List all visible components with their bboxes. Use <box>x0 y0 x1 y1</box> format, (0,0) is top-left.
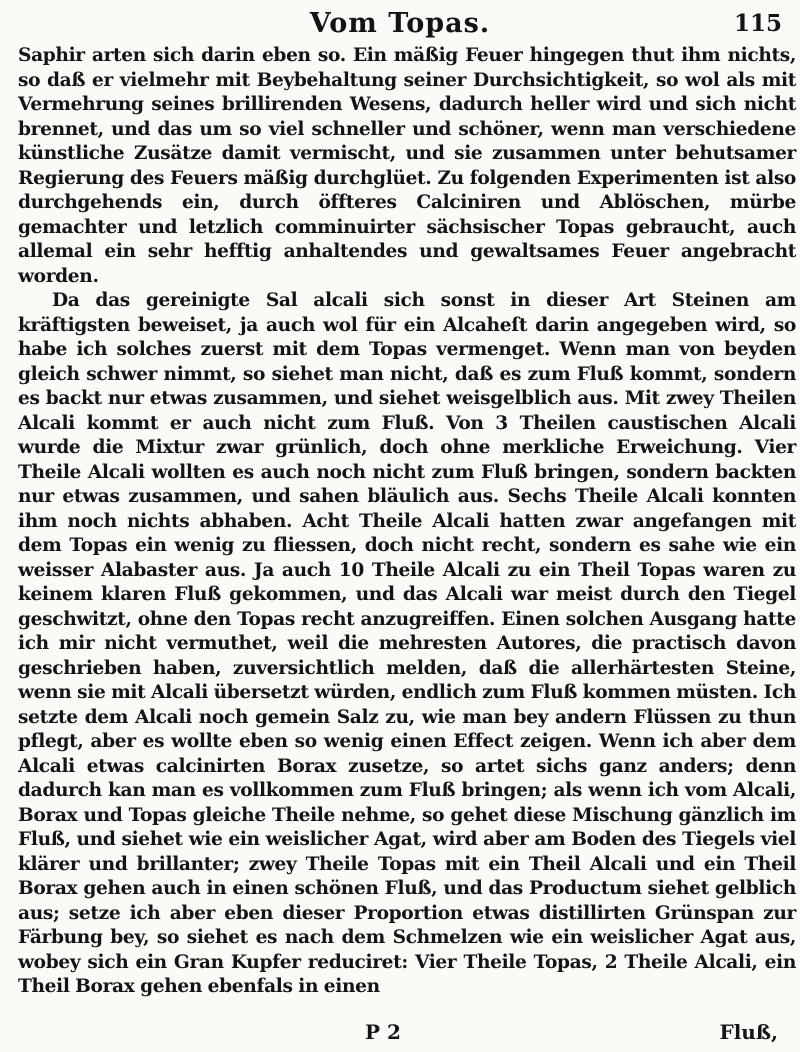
paragraph-continuation: Saphir arten sich darin eben so. Ein mäßig Feuer hingegen thut ihm nichts, so daß er vielmehr mit Beybehaltung seiner Durchsichtigkeit, so wol als mit Vermehrung seines brillirenden Wesens, dadurch heller wird und sich nicht brennet, und das um so viel schneller und schöner, wenn man verschiedene künstliche Zusätze damit vermischt, und sie zusammen unter behutsamer Regierung des Feuers mäßig durchglüet. Zu folgenden Experimenten ist also durchgehends ein, durch öffteres Calciniren und Ablöschen, mürbe gemachter und letzlich comminuirter sächsischer Topas gebraucht, auch allemal ein sehr hefftig anhaltendes und gewaltsames Feuer angebracht worden. <box>18 45 796 287</box>
body-text <box>18 44 796 1000</box>
paragraph-alcali-experiments: Da das gereinigte Sal alcali sich sonst in dieser Art Steinen am kräftigsten beweiset, ja auch wol für ein Alcaheſt darin angegeben wird, so habe ich solches zuerst mit dem Topas vermenget. Wenn man von beyden gleich schwer nimmt, so siehet man nicht, daß es zum Fluß kommt, sondern es backt nur etwas zusammen, und siehet weisgelblich aus. Mit zwey Theilen Alcali kommt er auch nicht zum Fluß. Von 3 Theilen caustischen Alcali wurde die Mixtur zwar grünlich, doch ohne merkliche Erweichung. Vier Theile Alcali wollten es auch noch nicht zum Fluß bringen, sondern backten nur etwas zusammen, und sahen bläulich aus. Sechs Theile Alcali konnten ihm noch nichts abhaben. Acht Theile Alcali hatten zwar angefangen mit dem Topas ein wenig zu fliessen, doch nicht recht, sondern es sahe wie ein weisser Alabaster aus. Ja auch 10 Theile Alcali zu ein Theil Topas waren zu keinem klaren Fluß gekommen, und das Alcali war meist durch den Tiegel geschwitzt, ohne den Topas recht anzugreiffen. Einen solchen Ausgang hatte ich mir nicht vermuthet, weil die mehresten Autores, die practisch davon geschrieben haben, zuversichtlich melden, daß die allerhärtesten Steine, wenn sie mit Alcali übersetzt würden, endlich zum Fluß kommen müsten. Ich setzte dem Alcali noch gemein Salz zu, wie man bey andern Flüssen zu thun pflegt, aber es wollte eben so wenig einen Effect zeigen. Wenn ich aber dem Alcali etwas calcinirten Borax zusetze, so artet sichs ganz anders; denn dadurch kan man es vollkommen zum Fluß bringen; als wenn ich vom Alcali, Borax und Topas gleiche Theile nehme, so gehet diese Mischung gänzlich im Fluß, und siehet wie ein weislicher Agat, wird aber am Boden des Tiegels viel klärer und brillanter; zwey Theile Topas mit ein Theil Alcali und ein Theil Borax gehen auch in einen schönen Fluß, und das Productum siehet gelblich aus; setze ich aber eben dieser Proportion etwas distillirten Grünspan zur Färbung bey, so siehet es nach dem Schmelzen wie ein weislicher Agat aus, wobey sich ein Gran Kupfer reduciret: Vier Theile Topas, 2 Theile Alcali, ein Theil Borax gehen ebenfals in einen <box>18 290 796 997</box>
running-title: Vom Topas. <box>309 8 491 39</box>
page-footer <box>0 1018 800 1048</box>
running-head <box>0 6 800 40</box>
catchword: Fluß, <box>719 1020 778 1044</box>
page-number: 115 <box>733 10 782 37</box>
signature-mark: P 2 <box>365 1020 401 1044</box>
